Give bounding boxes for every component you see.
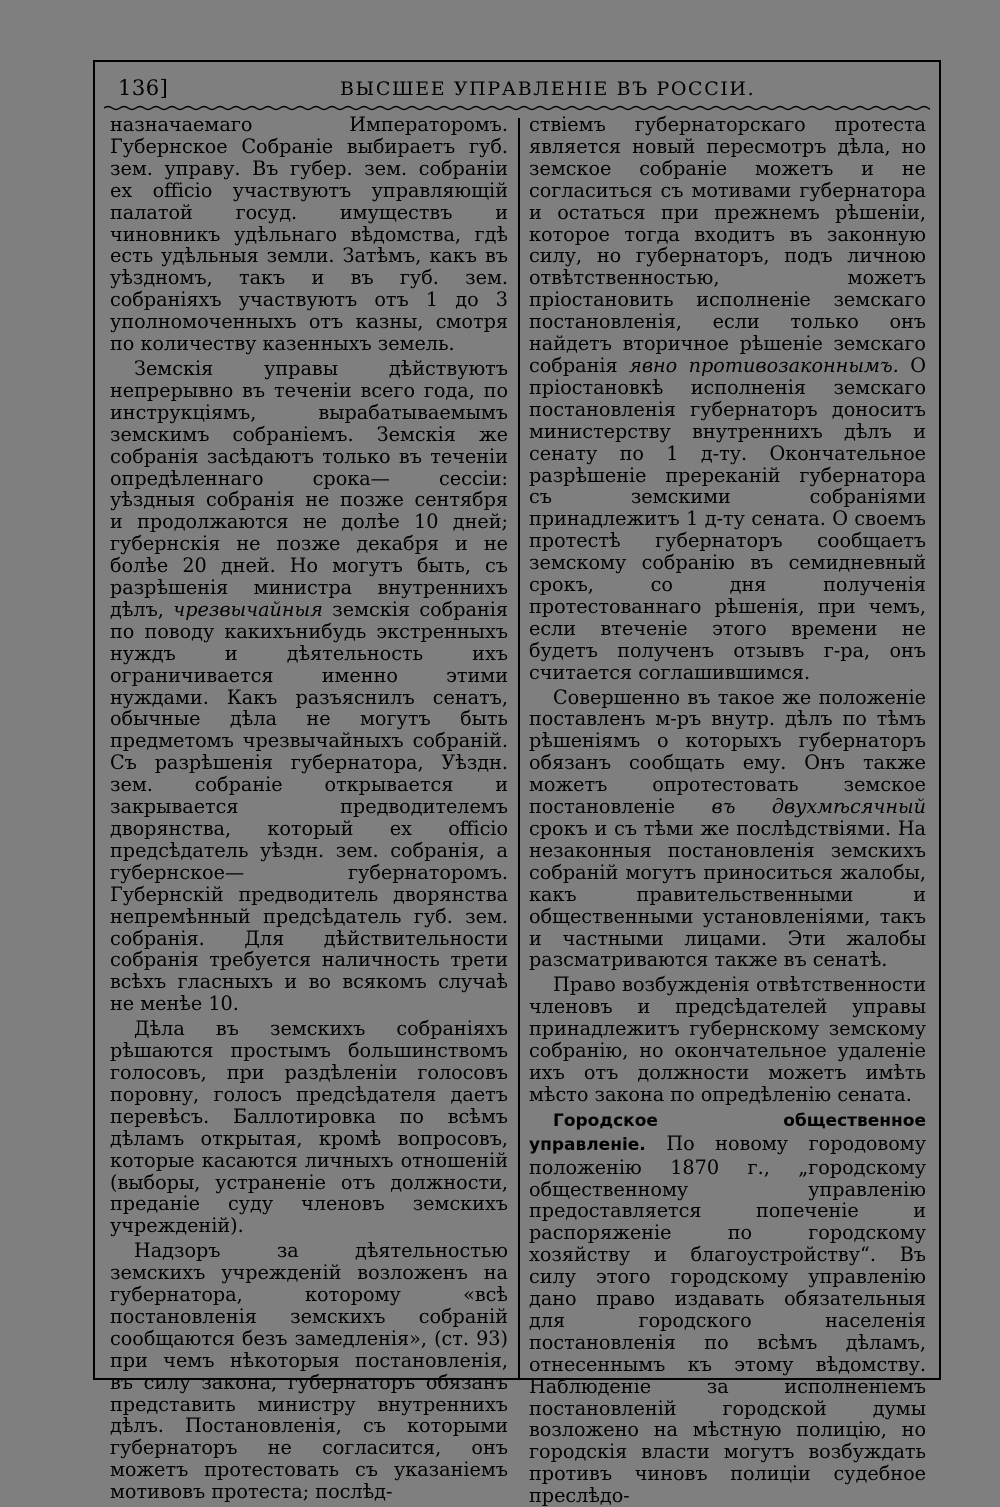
right-paragraph-2-text-b: срокъ и съ тѣми же послѣдствіями. На незаконныя постановленія земскихъ собраній могутъ приноситься жалобы, какъ правительственными и общественными установленіями, такъ и частными лицами. Эти жалобы разсматриваются также въ сенатѣ. bbox=[529, 817, 926, 972]
right-paragraph-3: Право возбужденія отвѣтственности членовъ и предсѣдателей управы принадлежитъ губернскому земскому собранію, но окончательное удаленіе ихъ отъ должности можетъ имѣть мѣсто закона по опредѣленію сената. bbox=[529, 973, 926, 1106]
left-paragraph-2-italic: чрезвычайныя bbox=[173, 597, 323, 621]
running-title: ВЫСШЕЕ УПРАВЛЕНІЕ ВЪ РОССІИ. bbox=[340, 78, 756, 100]
right-paragraph-2-italic: въ двухмѣсячный bbox=[711, 795, 926, 819]
right-paragraph-2 bbox=[529, 687, 926, 972]
right-paragraph-1-text-b: О пріостановкѣ исполненія земскаго постановленія губернаторъ доноситъ министерству внутреннихъ дѣлъ и сенату по 1 д-ту. Окончательное разрѣшеніе пререканій губернатора съ земскими собраніями принадлежитъ 1 д-ту сената. О своемъ протестѣ губернаторъ сообщаетъ земскому собранію въ семидневный срокъ, со дня полученія протестованнаго рѣшенія, при чемъ, если втеченіе этого времени не будетъ полученъ отзывъ г-ра, онъ считается соглашившимся. bbox=[529, 353, 926, 684]
right-paragraph-1-italic: явно противозаконнымъ. bbox=[629, 353, 899, 377]
left-paragraph-4: Надзоръ за дѣятельностью земскихъ учрежденій возложенъ на губернатора, которому «всѣ постановленія земскихъ собраній сообщаются безъ замедленія», (ст. 93) при чемъ нѣкоторыя постановленія, въ силу закона, губернаторъ обязанъ представить министру внутреннихъ дѣлъ. Постановленія, съ которыми губернаторъ не согласится, онъ можетъ протестовать съ указаніемъ мотивовъ протеста; послѣд- bbox=[110, 1239, 508, 1504]
left-paragraph-2-text-b: земскія собранія по поводу какихънибудь экстренныхъ нуждъ и дѣятельность ихъ ограничивается именно этими нуждами. Какъ разъяснилъ сенатъ, обычные дѣла не могутъ быть предметомъ чрезвычайныхъ собраній. Съ разрѣшенія губернатора, Уѣздн. зем. собраніе открывается и закрывается предводителемъ дворянства, который ex officio предсѣдатель уѣздн. зем. собранія, а губернское— губернаторомъ. Губернскій предводитель дворянства непремѣнный предсѣдатель губ. зем. собранія. Для дѣйствительности собранія требуется наличность трети всѣхъ гласныхъ и во всякомъ случаѣ не менѣе 10. bbox=[110, 597, 508, 1016]
right-paragraph-4 bbox=[529, 1109, 926, 1507]
section-heading-city-administration: Городское общественное управленіе. bbox=[529, 1110, 926, 1155]
left-paragraph-1: назначаемаго Императоромъ. Губернское Собраніе выбираетъ губ. зем. управу. Въ губер. зем. собраніи ex officio участвуютъ управляющій палатой госуд. имуществъ и чиновникъ удѣльнаго вѣдомства, гдѣ есть удѣльныя земли. Затѣмъ, какъ въ уѣздномъ, такъ и въ губ. зем. собраніяхъ участвуютъ отъ 1 до 3 уполномоченныхъ отъ казны, смотря по количеству казенныхъ земель. bbox=[110, 113, 508, 356]
right-paragraph-1-text-a: ствіемъ губернаторскаго протеста является новый пересмотръ дѣла, но земское собраніе можетъ и не согласиться съ мотивами губернатора и остаться при прежнемъ рѣшеніи, которое тогда входитъ въ законную силу, но губернаторъ, подъ личною отвѣтственностью, можетъ пріостановить исполненіе земскаго постановленія, если только онъ найдетъ вторичное рѣшеніе земскаго собранія bbox=[529, 113, 926, 377]
page-number: 136] bbox=[118, 76, 169, 100]
left-paragraph-2-text-a: Земскія управы дѣйствуютъ непрерывно въ теченіи всего года, по инструкціямъ, вырабатываемымъ земскимъ собраніемъ. Земскія же собранія засѣдаютъ только въ теченіи опредѣленнаго срока— сессіи: уѣздныя собранія не позже сентября и продолжаются не долѣе 10 дней; губернскія не позже декабря и не болѣе 20 дней. Но могутъ быть, съ разрѣшенія министра внутреннихъ дѣлъ, bbox=[110, 356, 508, 621]
page-header bbox=[100, 76, 936, 106]
left-paragraph-2 bbox=[110, 358, 508, 1015]
left-paragraph-3: Дѣла въ земскихъ собраніяхъ рѣшаются простымъ большинствомъ голосовъ, при раздѣленіи голосовъ поровну, голосъ предсѣдателя даетъ перевѣсъ. Баллотировка по всѣмъ дѣламъ открытая, кромѣ вопросовъ, которые касаются личныхъ отношеній (выборы, устраненіе отъ должности, преданіе суду членовъ земскихъ учрежденій). bbox=[110, 1017, 508, 1238]
right-paragraph-1 bbox=[529, 114, 926, 684]
column-divider bbox=[518, 118, 520, 1378]
wavy-header-rule bbox=[104, 104, 930, 112]
left-column bbox=[110, 114, 508, 1503]
right-paragraph-2-text-a: Совершенно въ такое же положеніе поставленъ м-ръ внутр. дѣлъ по тѣмъ рѣшеніямъ о которыхъ губернаторъ обязанъ сообщать ему. Онъ также можетъ опротестовать земское постановленіе bbox=[529, 685, 926, 819]
right-paragraph-4-body: По новому городовому положенію 1870 г., „городскому общественному управленію предоставляется попеченіе и распоряженіе по городскому хозяйству и благоустройству“. Въ силу этого городскому управленію дано право издавать обязательныя для городского населенія постановленія по всѣмъ дѣламъ, отнесеннымъ къ этому вѣдомству. Наблюденіе за исполненіемъ постановленій городской думы возложено на мѣстную полицію, но городскія власти могутъ возбуждать противъ чиновъ полиціи судебное преслѣдо- bbox=[529, 1131, 927, 1507]
right-column bbox=[529, 114, 926, 1507]
